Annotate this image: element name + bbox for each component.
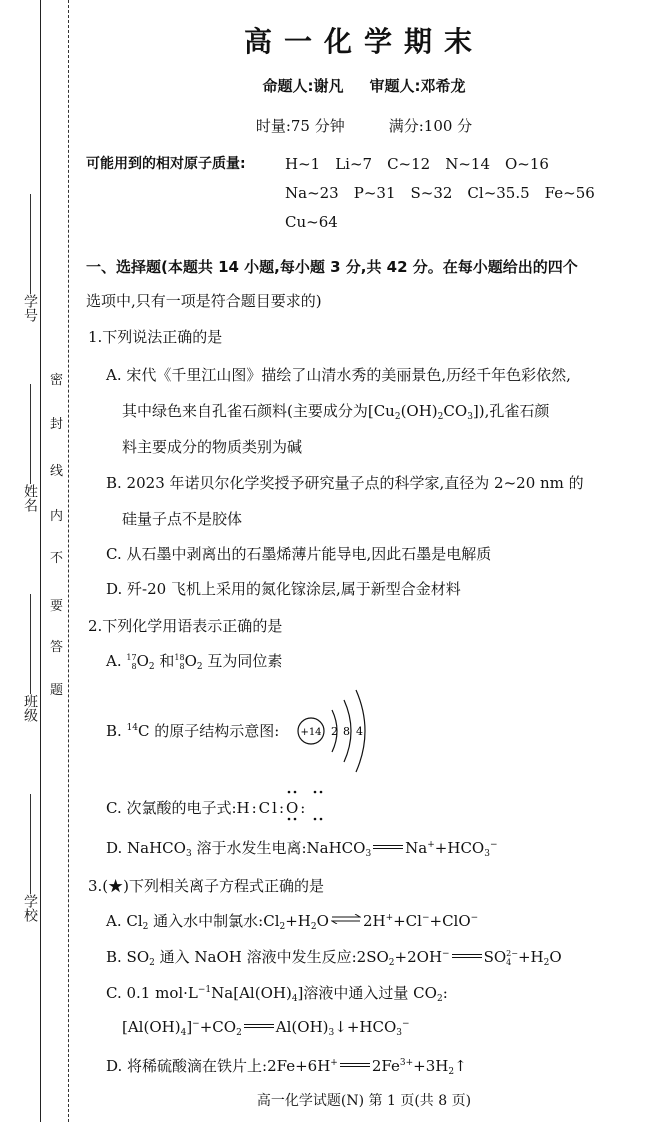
page-title: 高一化学期末 bbox=[243, 25, 484, 58]
equals-sign bbox=[340, 1063, 370, 1067]
atomic-mass-entry: C~12 bbox=[387, 155, 431, 173]
equals-sign bbox=[373, 845, 403, 849]
atomic-mass-entry: Li~7 bbox=[335, 155, 373, 173]
warning-char: 不 bbox=[50, 551, 64, 566]
authors: 命题人:谢凡 审题人:邓希龙 bbox=[262, 77, 466, 95]
atomic-masses-row bbox=[285, 208, 353, 237]
q1-option-a-cont: 其中绿色来自孔雀石颜料(主要成分为$[Cu_2(OH)_2CO_3]$),孔雀石颜 bbox=[122, 402, 550, 422]
atomic-mass-entry: O~16 bbox=[505, 155, 549, 173]
student-id-field: 学号 bbox=[20, 190, 40, 322]
q2-option-c: C. 次氯酸的电子式:H:Cl:O: bbox=[106, 799, 308, 817]
shell-electrons: 2 bbox=[331, 725, 338, 738]
margin-solid-line bbox=[40, 0, 41, 1122]
atomic-masses-row bbox=[285, 150, 564, 179]
section1-heading-cont: 选项中,只有一项是符合题目要求的) bbox=[86, 292, 322, 310]
q3-option-c: C. 0.1 $mol\cdot L^{-1}Na[Al(OH)_4]$溶液中通入过量 $CO_2$: bbox=[106, 984, 448, 1004]
q1-option-a: A. 宋代《千里江山图》描绘了山清水秀的美丽景色,历经千年色彩依然, bbox=[106, 366, 571, 384]
q1-option-a-cont: 料主要成分的物质类别为碱 bbox=[122, 438, 303, 456]
shell-electrons: 4 bbox=[356, 725, 363, 738]
q3-option-a: A. $Cl_2$ 通入水中制氯水$:Cl_2+H_2O$ 2H++Cl−+ClO− bbox=[106, 912, 479, 932]
school-field: 学校 bbox=[20, 790, 40, 922]
name-field: 姓名 bbox=[20, 380, 40, 512]
shell-electrons: 8 bbox=[343, 725, 350, 738]
atomic-mass-entry: Cl~35.5 bbox=[467, 184, 530, 202]
q1-option-c: C. 从石墨中剥离出的石墨烯薄片能导电,因此石墨是电解质 bbox=[106, 545, 492, 563]
warning-char: 密 bbox=[50, 373, 64, 388]
equals-sign bbox=[244, 1024, 274, 1028]
q3-stem: 3.(★)下列相关离子方程式正确的是 bbox=[88, 877, 325, 895]
atomic-mass-entry: H~1 bbox=[285, 155, 321, 173]
q2-option-b: B. $^{14}$C 的原子结构示意图: bbox=[106, 722, 280, 740]
q2-option-d: D. NaHCO$_3$ 溶于水发生电离:NaHCO$_3$ $Na^++HCO_3^-$ bbox=[106, 839, 498, 859]
time-and-score: 时量:75 分钟 满分:100 分 bbox=[255, 117, 473, 135]
q1-stem: 1.下列说法正确的是 bbox=[88, 328, 223, 346]
q1-option-b-cont: 硅量子点不是胶体 bbox=[122, 510, 243, 528]
warning-char: 题 bbox=[50, 683, 64, 698]
warning-char: 内 bbox=[50, 509, 64, 524]
atomic-mass-entry: Cu~64 bbox=[285, 213, 338, 231]
electron-dots bbox=[266, 789, 346, 823]
page-footer: 高一化学试题(N) 第 1 页(共 8 页) bbox=[256, 1093, 472, 1109]
atomic-masses-row bbox=[285, 179, 610, 208]
q3-option-b: B. $SO_2$ 通入 NaOH 溶液中发生反应$:2SO_2+2OH^-$ SO2− $4 +H_2O$ bbox=[106, 948, 562, 968]
q3-option-d: D. 将稀硫酸滴在铁片上:2Fe+6H+ $2Fe^{3+}+3H_2↑$ bbox=[106, 1057, 467, 1077]
atomic-mass-entry: Na~23 bbox=[285, 184, 339, 202]
q2-option-a: A. 17 $8O_2$ 和18 $8O_2$ 互为同位素 bbox=[106, 652, 283, 672]
atomic-mass-entry: P~31 bbox=[353, 184, 396, 202]
q1-option-b: B. 2023 年诺贝尔化学奖授予研究量子点的科学家,直径为 2~20 nm 的 bbox=[106, 474, 584, 492]
section1-heading: 一、选择题(本题共 14 小题,每小题 3 分,共 42 分。在每小题给出的四个 bbox=[86, 258, 578, 276]
nucleus-charge: +14 bbox=[300, 727, 322, 738]
q3-option-c-cont: $[Al(OH)_4]^-+CO_2$ $Al(OH)_3↓+HCO_3^-$ bbox=[122, 1018, 410, 1038]
q1-option-d: D. 歼-20 飞机上采用的氮化镓涂层,属于新型合金材料 bbox=[106, 580, 461, 598]
atomic-mass-entry: S~32 bbox=[410, 184, 453, 202]
warning-char: 封 bbox=[50, 417, 64, 432]
warning-char: 答 bbox=[50, 640, 64, 655]
reversible-arrow bbox=[331, 914, 361, 924]
class-field: 班级 bbox=[20, 590, 40, 722]
warning-char: 要 bbox=[50, 599, 64, 614]
atomic-mass-entry: Fe~56 bbox=[544, 184, 595, 202]
atomic-mass-entry: N~14 bbox=[445, 155, 490, 173]
margin-dashed-line bbox=[68, 0, 69, 1122]
warning-char: 线 bbox=[50, 464, 64, 479]
equals-sign bbox=[452, 954, 482, 958]
q2-stem: 2.下列化学用语表示正确的是 bbox=[88, 617, 283, 635]
carbon-atom-diagram bbox=[294, 688, 384, 774]
